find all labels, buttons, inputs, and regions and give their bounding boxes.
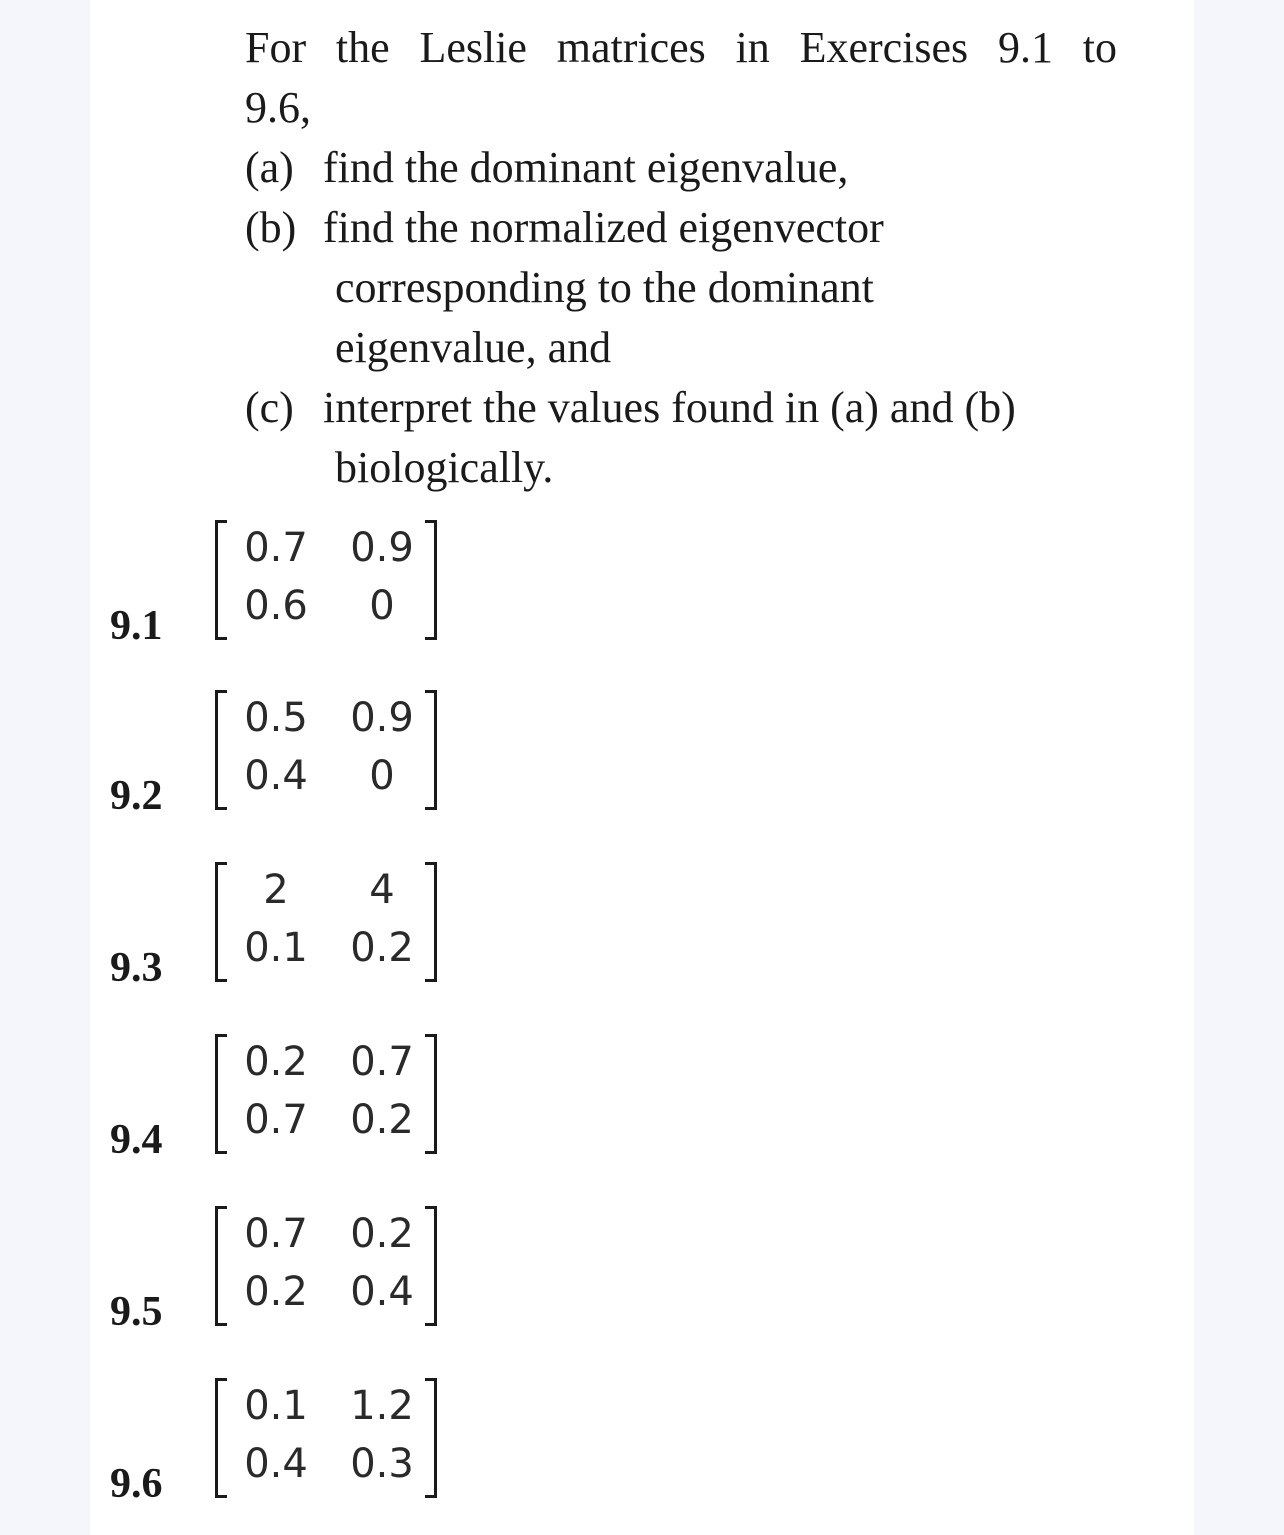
exercise-label: 9.2: [110, 773, 163, 819]
exercise-label: 9.3: [110, 945, 163, 991]
left-bracket: [215, 1034, 227, 1154]
matrix-cell: 0.7: [350, 1039, 414, 1085]
item-c-label: (c): [245, 383, 294, 432]
matrix-cell: 0.2: [244, 1039, 308, 1085]
matrix-cell: 0.4: [244, 1441, 308, 1487]
leslie-matrix: [215, 1206, 437, 1324]
matrix-cell: 0.9: [350, 525, 414, 571]
matrix-cell: 0.2: [244, 1269, 308, 1315]
matrix-cell: 0.2: [350, 1211, 414, 1257]
left-bracket: [215, 690, 227, 810]
right-bracket: [425, 520, 437, 640]
matrix-cell: 0.2: [350, 1097, 414, 1143]
leslie-matrix: [215, 1378, 437, 1496]
item-b-text-1: find the normalized eigenvector: [323, 203, 884, 252]
right-bracket: [425, 1378, 437, 1498]
matrix-cell: 0.1: [244, 1383, 308, 1429]
item-b: [245, 198, 1125, 258]
item-b-text-2: corresponding to the dominant: [335, 263, 874, 312]
matrix-cell: 0: [369, 753, 395, 799]
exercise-label: 9.4: [110, 1117, 163, 1163]
leslie-matrix: [215, 690, 437, 808]
left-bracket: [215, 1378, 227, 1498]
leslie-matrix: [215, 862, 437, 980]
leslie-matrix: [215, 1034, 437, 1152]
matrix-cell: 2: [263, 867, 289, 913]
right-bracket: [425, 690, 437, 810]
matrix-cell: 0.7: [244, 525, 308, 571]
item-b-label: (b): [245, 203, 297, 252]
left-bracket: [215, 1206, 227, 1326]
matrix-cell: 4: [369, 867, 395, 913]
matrix-cell: 0.2: [350, 925, 414, 971]
item-c-text-1: interpret the values found in (a) and (b): [323, 383, 1016, 432]
exercise-label: 9.5: [110, 1289, 163, 1335]
leslie-matrix: [215, 520, 437, 638]
matrix-cell: 0.3: [350, 1441, 414, 1487]
exercise-label: 9.6: [110, 1461, 163, 1507]
matrix-cell: 0.5: [244, 695, 308, 741]
right-bracket: [425, 1034, 437, 1154]
matrix-cell: 0: [369, 583, 395, 629]
right-bracket: [425, 1206, 437, 1326]
instructions-line-2: 9.6,: [245, 83, 311, 132]
item-c: [245, 378, 1125, 438]
matrix-cell: 0.6: [244, 583, 308, 629]
item-a-text: find the dominant eigenvalue,: [323, 143, 849, 192]
matrix-cell: 1.2: [350, 1383, 414, 1429]
exercise-label: 9.1: [110, 603, 163, 649]
instructions: [245, 18, 1125, 498]
left-bracket: [215, 520, 227, 640]
right-bracket: [425, 862, 437, 982]
item-a: [245, 138, 1125, 198]
matrix-cell: 0.7: [244, 1211, 308, 1257]
instructions-line-1: For the Leslie matrices in Exercises 9.1 to: [245, 23, 1117, 72]
matrix-cell: 0.4: [244, 753, 308, 799]
matrix-cell: 0.4: [350, 1269, 414, 1315]
matrix-cell: 0.1: [244, 925, 308, 971]
matrix-cell: 0.7: [244, 1097, 308, 1143]
left-bracket: [215, 862, 227, 982]
item-c-text-2: biologically.: [335, 443, 554, 492]
item-b-text-3: eigenvalue, and: [335, 323, 612, 372]
item-a-label: (a): [245, 143, 294, 192]
matrix-cell: 0.9: [350, 695, 414, 741]
